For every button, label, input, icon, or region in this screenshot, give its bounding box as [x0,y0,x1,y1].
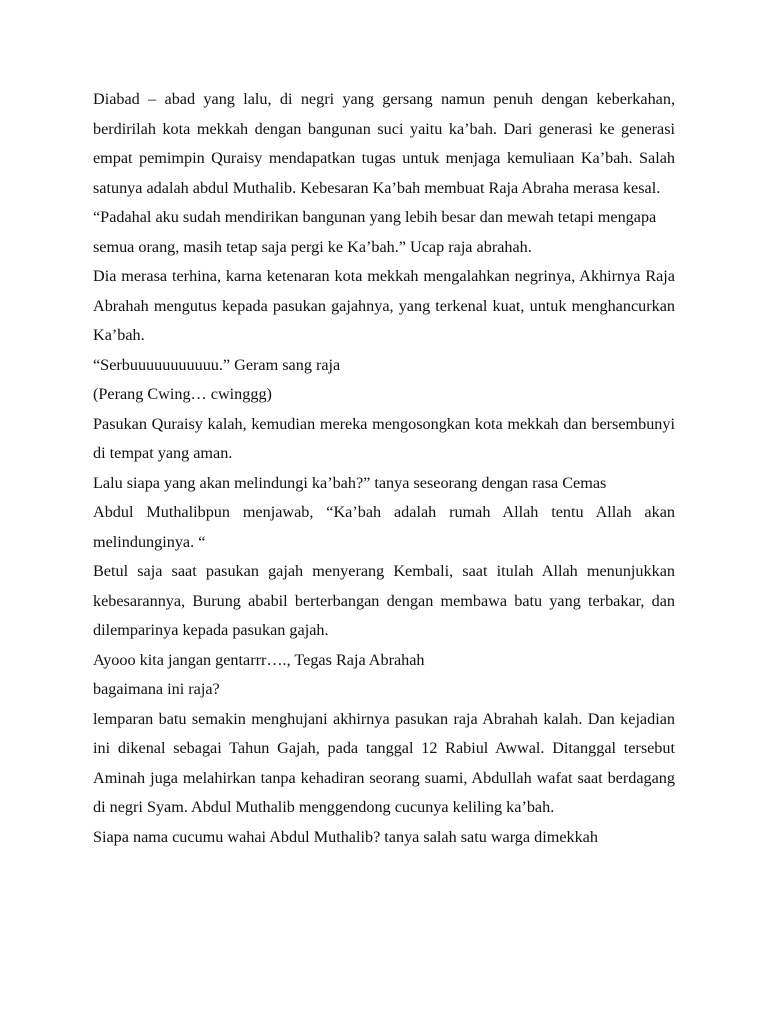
paragraph-9: Betul saja saat pasukan gajah menyerang Kembali, saat itulah Allah menunjukkan kebesarannya, Burung ababil berterbangan dengan membawa batu yang terbakar, dan dilemparinya kepada pasukan gajah. [93,562,675,639]
paragraph-10: Ayooo kita jangan gentarrr…., Tegas Raja Abrahah [93,650,425,669]
document-body [93,85,675,852]
paragraph-11: bagaimana ini raja? [93,680,220,698]
paragraph-6: Pasukan Quraisy kalah, kemudian mereka mengosongkan kota mekkah dan bersembunyi di tempat yang aman. [93,414,675,462]
paragraph-2: “Padahal aku sudah mendirikan bangunan yang lebih besar dan mewah tetapi mengapa semua orang, masih tetap saja pergi ke Ka’bah.” Ucap raja abrahah. [93,208,657,256]
paragraph-7: Lalu siapa yang akan melindungi ka’bah?” tanya seseorang dengan rasa Cemas [93,473,607,492]
paragraph-3: Dia merasa terhina, karna ketenaran kota mekkah mengalahkan negrinya, Akhirnya Raja Abrahah mengutus kepada pasukan gajahnya, yang terkenal kuat, untuk menghancurkan Ka’bah. [93,267,675,344]
paragraph-12: lemparan batu semakin menghujani akhirnya pasukan raja Abrahah kalah. Dan kejadian ini dikenal sebagai Tahun Gajah, pada tanggal 12 Rabiul Awwal. Ditanggal tersebut Aminah juga melahirkan tanpa kehadiran seorang suami, Abdullah wafat saat berdagang di negri Syam. Abdul Muthalib menggendong cucunya keliling ka’bah. [93,709,675,816]
paragraph-1: Diabad – abad yang lalu, di negri yang gersang namun penuh dengan keberkahan, berdirilah kota mekkah dengan bangunan suci yaitu ka’bah. Dari generasi ke generasi empat pemimpin Quraisy mendapatkan tugas untuk menjaga kemuliaan Ka’bah. Salah satunya adalah abdul Muthalib. Kebesaran Ka’bah membuat Raja Abraha merasa kesal. [93,90,675,197]
paragraph-8: Abdul Muthalibpun menjawab, “Ka’bah adalah rumah Allah tentu Allah akan melindunginya. “ [93,503,675,551]
paragraph-5: (Perang Cwing… cwinggg) [93,385,272,403]
paragraph-4: “Serbuuuuuuuuuuu.” Geram sang raja [93,355,341,374]
paragraph-13: Siapa nama cucumu wahai Abdul Muthalib? tanya salah satu warga dimekkah [93,827,598,846]
